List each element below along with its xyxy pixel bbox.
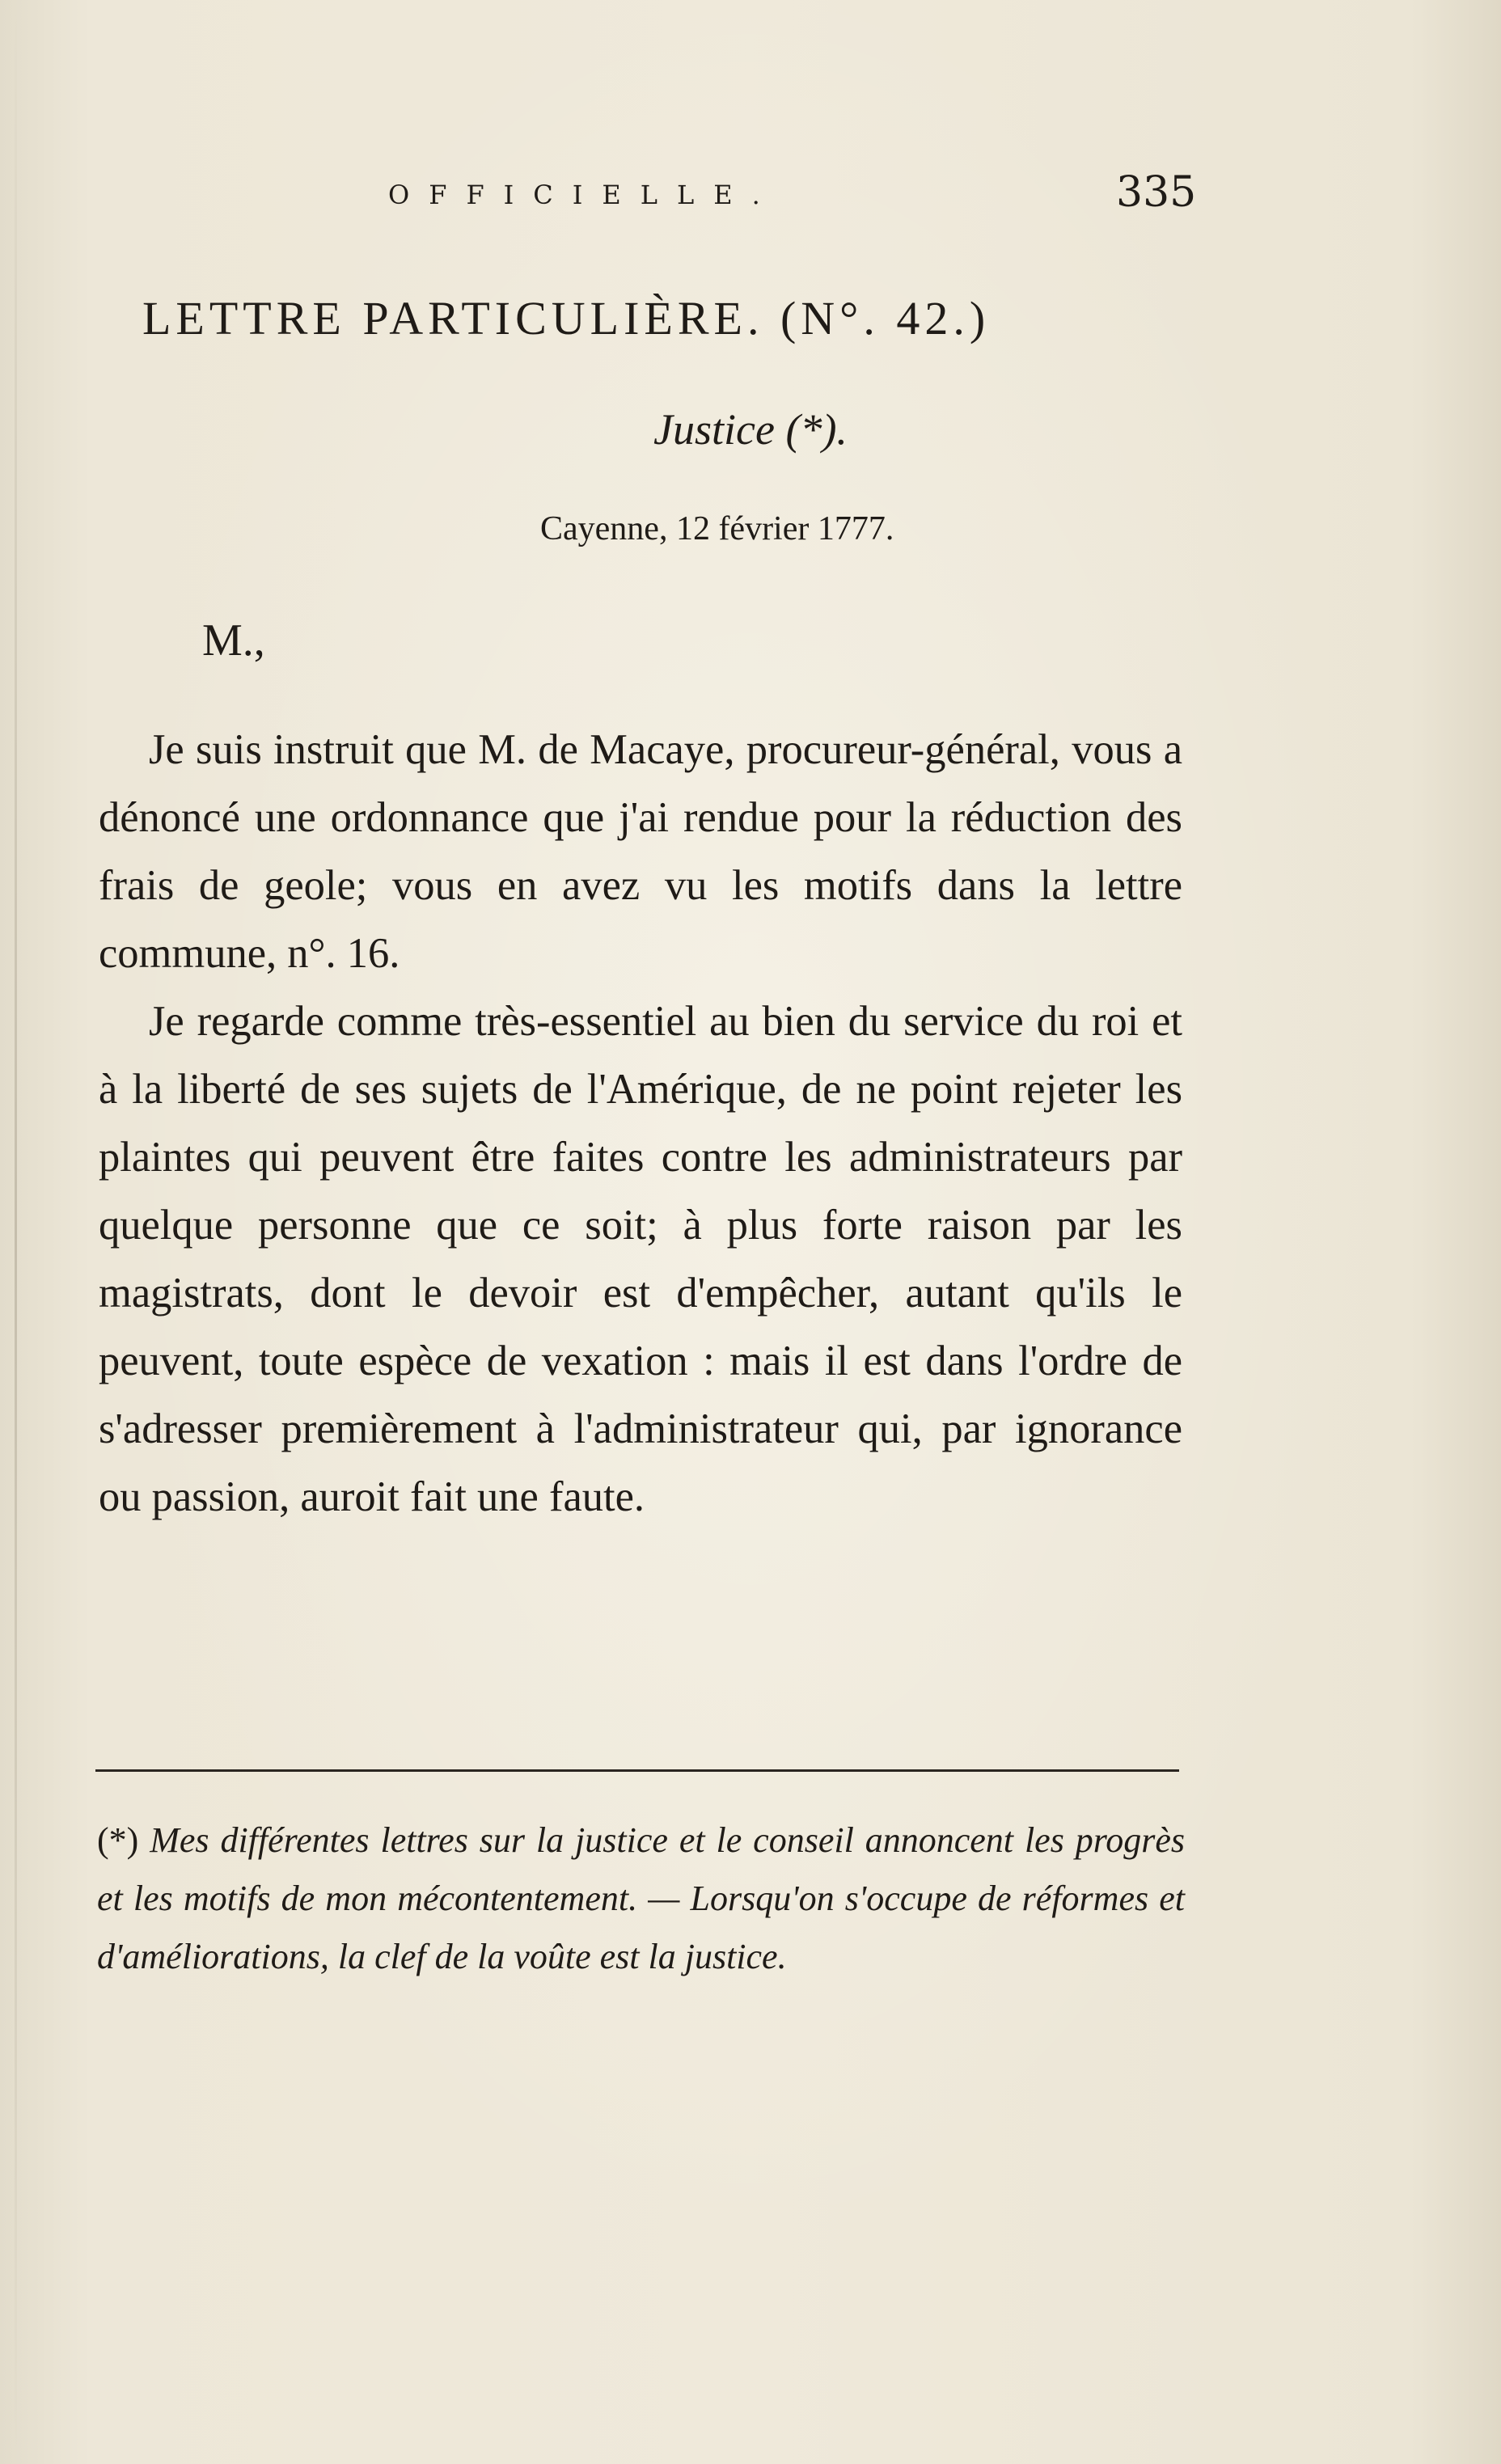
letter-body xyxy=(99,716,1182,1531)
footnote-text: Mes différentes lettres sur la justice et le conseil annoncent les progrès et les motifs de mon mécontentement. — Lorsqu'on s'occupe de réformes et d'améliorations, la clef de la voûte est la justice. xyxy=(97,1820,1186,1976)
letter-subtitle: Justice (*). xyxy=(653,405,848,454)
dateline: Cayenne, 12 février 1777. xyxy=(540,510,894,547)
salutation: M., xyxy=(202,615,265,666)
page-edge-shadow xyxy=(15,0,17,2464)
letter-title: LETTRE PARTICULIÈRE. (N°. 42.) xyxy=(142,292,991,344)
footnote xyxy=(97,1811,1185,1986)
paragraph: Je regarde comme très-essentiel au bien du service du roi et à la liberté de ses sujets de l'Amérique, de ne point rejeter les plaintes qui peuvent être faites contre les administrateurs par quelque personne que ce soit; à plus forte raison par les magistrats, dont le devoir est d'empêcher, autant qu'ils le peuvent, toute espèce de vexation : mais il est dans l'ordre de s'adresser premièrement à l'administrateur qui, par ignorance ou passion, auroit fait une faute. xyxy=(99,998,1182,1520)
page-number: 335 xyxy=(1116,168,1197,217)
footnote-mark: (*) xyxy=(97,1820,139,1860)
paragraph: Je suis instruit que M. de Macaye, procureur-général, vous a dénoncé une ordonnance que j'ai rendue pour la réduction des frais de geole; vous en avez vu les motifs dans la lettre commune, n°. 16. xyxy=(99,726,1182,977)
footnote-rule xyxy=(95,1769,1179,1772)
running-head: OFFICIELLE. xyxy=(388,180,780,210)
